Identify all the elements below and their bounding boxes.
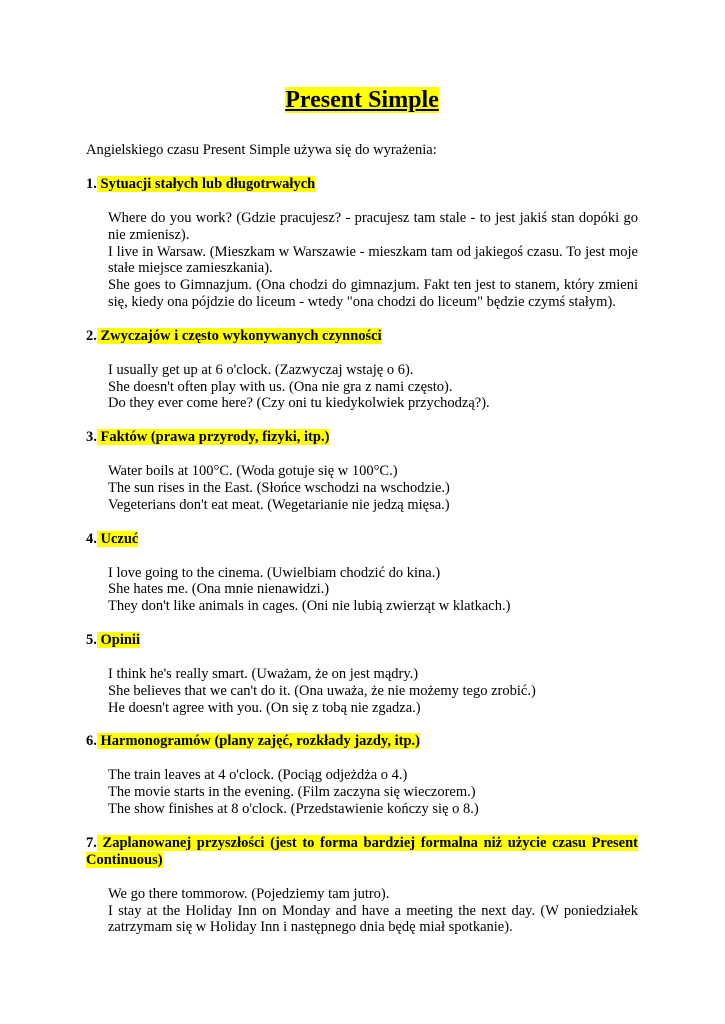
- intro-text: Angielskiego czasu Present Simple używa się do wyrażenia:: [86, 142, 437, 158]
- document-page: [86, 86, 638, 953]
- section-heading: [86, 176, 638, 193]
- example-list: [108, 565, 638, 615]
- example-sentence: He doesn't agree with you. (On się z tobą nie zgadza.): [108, 699, 421, 716]
- example-sentence: The show finishes at 8 o'clock. (Przedstawienie kończy się o 8.): [108, 800, 479, 817]
- example-sentence: We go there tommorow. (Pojedziemy tam jutro).: [108, 885, 390, 902]
- example-sentence: Where do you work? (Gdzie pracujesz? - pracujesz tam stale - to jest jakiś stan dopóki go nie zmienisz).: [108, 210, 638, 243]
- section-2: [86, 328, 638, 412]
- title-block: [86, 86, 638, 114]
- section-5: [86, 632, 638, 716]
- example-sentence: She doesn't often play with us. (Ona nie gra z nami często).: [108, 378, 453, 395]
- example-sentence: I usually get up at 6 o'clock. (Zazwyczaj wstaję o 6).: [108, 361, 414, 378]
- example-sentence: I love going to the cinema. (Uwielbiam chodzić do kina.): [108, 564, 441, 581]
- example-list: [108, 362, 638, 412]
- section-number: 7.: [86, 834, 97, 851]
- document-title: Present Simple: [285, 87, 439, 113]
- section-1: [86, 176, 638, 311]
- section-heading-text: Opinii: [96, 631, 140, 648]
- section-heading-text: Uczuć: [96, 530, 139, 547]
- section-heading-text: Harmonogramów (plany zajęć, rozkłady jazdy, itp.): [96, 733, 421, 750]
- example-sentence: I live in Warsaw. (Mieszkam w Warszawie - mieszkam tam od jakiegoś czasu. To jest moje stałe miejsce zamieszkania).: [108, 243, 638, 277]
- example-sentence: They don't like animals in cages. (Oni nie lubią zwierząt w klatkach.): [108, 598, 511, 615]
- section-heading: [86, 429, 638, 446]
- section-heading: [86, 328, 638, 345]
- section-heading: [86, 733, 638, 750]
- section-number: 3.: [86, 429, 97, 446]
- section-heading-text: Zaplanowanej przyszłości (jest to forma bardziej formalna niż użycie czasu Present Continuous): [86, 834, 638, 868]
- section-6: [86, 733, 638, 817]
- section-3: [86, 429, 638, 513]
- example-sentence: I think he's really smart. (Uważam, że on jest mądry.): [108, 665, 419, 682]
- example-sentence: She goes to Gimnazjum. (Ona chodzi do gimnazjum. Fakt ten jest to stanem, który zmieni się, kiedy ona pójdzie do liceum - wtedy "ona chodzi do liceum" będzie czymś stałym).: [108, 277, 638, 310]
- example-list: [108, 210, 638, 311]
- section-heading-text: Sytuacji stałych lub długotrwałych: [96, 176, 316, 192]
- example-sentence: I stay at the Holiday Inn on Monday and have a meeting the next day. (W poniedziałek zatrzymam się w Holiday Inn i następnego dnia będę miał spotkanie).: [108, 902, 638, 936]
- example-list: [108, 886, 638, 936]
- example-sentence: The train leaves at 4 o'clock. (Pociąg odjeżdża o 4.): [108, 767, 408, 784]
- section-heading: [86, 632, 638, 649]
- section-heading-text: Zwyczajów i często wykonywanych czynności: [96, 327, 382, 344]
- example-sentence: The movie starts in the evening. (Film zaczyna się wieczorem.): [108, 784, 476, 801]
- section-4: [86, 531, 638, 615]
- section-number: 4.: [86, 530, 97, 547]
- section-heading: [86, 835, 638, 869]
- section-number: 1.: [86, 176, 97, 192]
- example-sentence: The sun rises in the East. (Słońce wschodzi na wschodzie.): [108, 479, 450, 496]
- section-number: 2.: [86, 327, 97, 344]
- section-heading-text: Faktów (prawa przyrody, fizyki, itp.): [96, 429, 330, 446]
- section-7: [86, 835, 638, 936]
- section-heading: [86, 531, 638, 548]
- section-number: 6.: [86, 733, 97, 750]
- example-sentence: Do they ever come here? (Czy oni tu kiedykolwiek przychodzą?).: [108, 395, 490, 412]
- example-sentence: Vegeterians don't eat meat. (Wegetarianie nie jedzą mięsa.): [108, 496, 450, 513]
- section-number: 5.: [86, 631, 97, 648]
- example-sentence: She hates me. (Ona mnie nienawidzi.): [108, 581, 330, 598]
- example-sentence: She believes that we can't do it. (Ona uważa, że nie możemy tego zrobić.): [108, 682, 536, 699]
- example-sentence: Water boils at 100°C. (Woda gotuje się w 100°C.): [108, 463, 398, 480]
- example-list: [108, 463, 638, 513]
- sections-list: [86, 176, 638, 936]
- example-list: [108, 767, 638, 817]
- example-list: [108, 666, 638, 716]
